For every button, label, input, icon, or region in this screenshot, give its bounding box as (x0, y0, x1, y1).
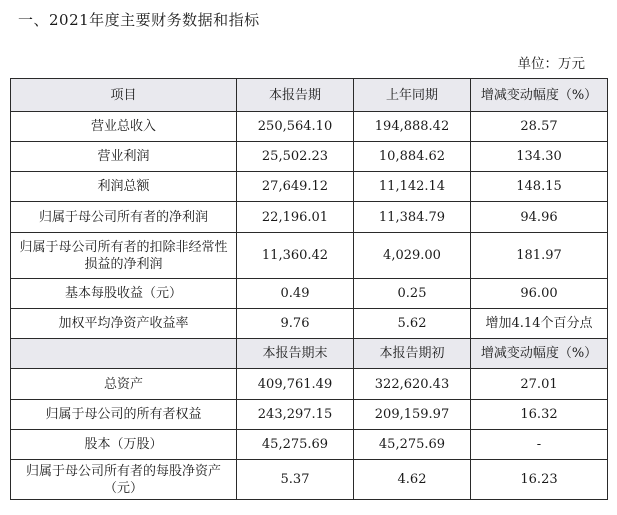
cell-value: 181.97 (471, 233, 608, 279)
cell-value: 45,275.69 (354, 430, 471, 460)
row-label: 股本（万股） (11, 430, 237, 460)
cell-value: 28.57 (471, 112, 608, 142)
header-change-rate: 增减变动幅度（%） (471, 339, 608, 369)
unit-label: 单位：万元 (517, 56, 585, 72)
header-item: 项目 (11, 79, 237, 112)
cell-value: 250,564.10 (237, 112, 354, 142)
cell-value: 243,297.15 (237, 400, 354, 430)
row-label: 归属于母公司所有者的每股净资产（元） (11, 460, 237, 500)
row-label: 总资产 (11, 369, 237, 400)
cell-value: 96.00 (471, 279, 608, 309)
cell-value: 0.25 (354, 279, 471, 309)
cell-value: 5.62 (354, 309, 471, 339)
row-label: 归属于母公司所有者的净利润 (11, 202, 237, 233)
section-title: 一、2021年度主要财务数据和指标 (18, 11, 260, 29)
cell-value: 16.23 (471, 460, 608, 500)
table-row (11, 369, 608, 400)
cell-value: 11,142.14 (354, 172, 471, 202)
table-header-row (11, 79, 608, 112)
row-label: 基本每股收益（元） (11, 279, 237, 309)
row-label: 归属于母公司所有者的扣除非经常性损益的净利润 (11, 233, 237, 279)
cell-value: 45,275.69 (237, 430, 354, 460)
header-period-end: 本报告期末 (237, 339, 354, 369)
cell-value: 27,649.12 (237, 172, 354, 202)
cell-value: 4.62 (354, 460, 471, 500)
table-row (11, 279, 608, 309)
cell-value: 148.15 (471, 172, 608, 202)
cell-value: 134.30 (471, 142, 608, 172)
row-label: 加权平均净资产收益率 (11, 309, 237, 339)
cell-value: 25,502.23 (237, 142, 354, 172)
cell-value: 22,196.01 (237, 202, 354, 233)
table-subheader-row (11, 339, 608, 369)
cell-value: 0.49 (237, 279, 354, 309)
row-label: 营业总收入 (11, 112, 237, 142)
cell-value: 27.01 (471, 369, 608, 400)
row-label: 利润总额 (11, 172, 237, 202)
cell-value: 16.32 (471, 400, 608, 430)
header-prior-period: 上年同期 (354, 79, 471, 112)
cell-value: - (471, 430, 608, 460)
cell-value: 10,884.62 (354, 142, 471, 172)
cell-value: 11,360.42 (237, 233, 354, 279)
cell-value: 409,761.49 (237, 369, 354, 400)
table-row (11, 430, 608, 460)
table-row (11, 309, 608, 339)
financial-data-table (10, 78, 608, 500)
cell-value: 4,029.00 (354, 233, 471, 279)
cell-value: 194,888.42 (354, 112, 471, 142)
header-blank (11, 339, 237, 369)
cell-value: 11,384.79 (354, 202, 471, 233)
cell-value: 增加4.14个百分点 (471, 309, 608, 339)
cell-value: 322,620.43 (354, 369, 471, 400)
cell-value: 5.37 (237, 460, 354, 500)
row-label: 归属于母公司的所有者权益 (11, 400, 237, 430)
cell-value: 209,159.97 (354, 400, 471, 430)
table-row (11, 142, 608, 172)
table-row (11, 400, 608, 430)
cell-value: 9.76 (237, 309, 354, 339)
table-row (11, 202, 608, 233)
cell-value: 94.96 (471, 202, 608, 233)
table-row (11, 460, 608, 500)
table-row (11, 112, 608, 142)
table-row (11, 233, 608, 279)
row-label: 营业利润 (11, 142, 237, 172)
header-period-start: 本报告期初 (354, 339, 471, 369)
header-current-period: 本报告期 (237, 79, 354, 112)
header-change-rate: 增减变动幅度（%） (471, 79, 608, 112)
table-row (11, 172, 608, 202)
